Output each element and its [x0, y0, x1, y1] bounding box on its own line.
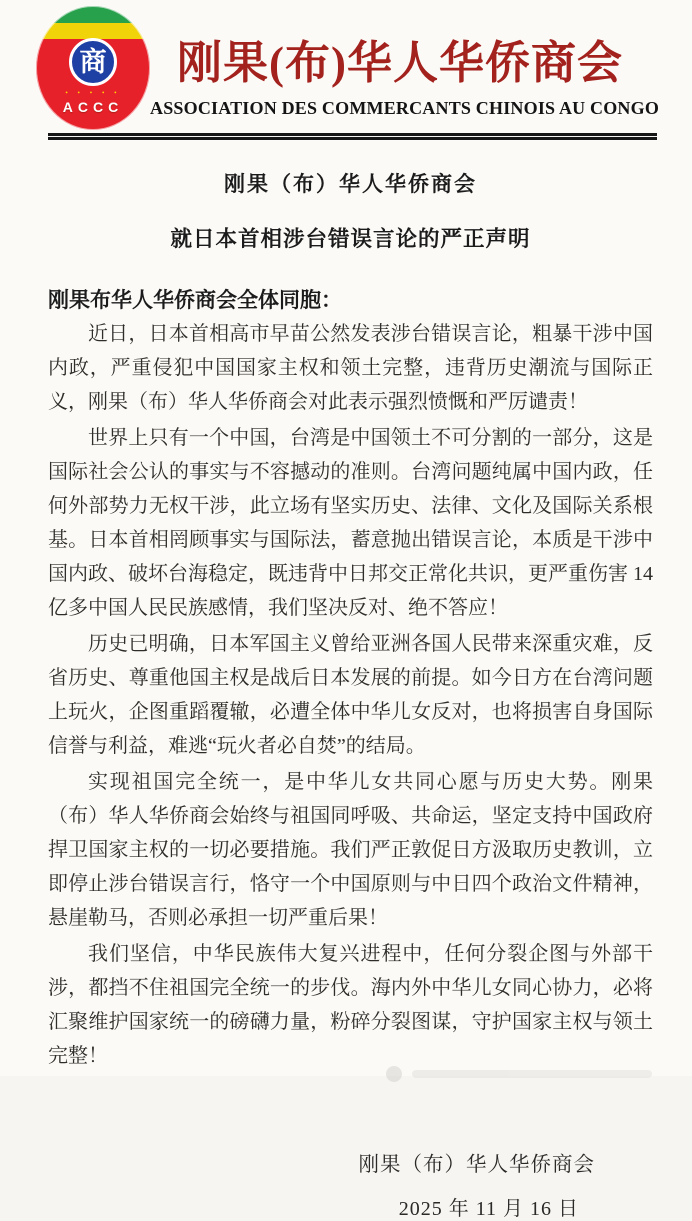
paragraph-2: 世界上只有一个中国，台湾是中国领土不可分割的一部分，这是国际社会公认的事实与不容撼动的准则。台湾问题纯属中国内政，任何外部势力无权干涉，此立场有坚实历史、法律、文化及国际关系根基。日本首相罔顾事实与国际法，蓄意抛出错误言论，本质是干涉中国内政、破坏台海稳定，既违背中日邦交正常化共识，更严重伤害 14 亿多中国人民民族感情，我们坚决反对、绝不答应！ [48, 427, 653, 619]
statement-title-line1: 刚果（布）华人华侨商会 [224, 172, 477, 196]
paragraph-4: 实现祖国完全统一，是中华儿女共同心愿与历史大势。刚果（布）华人华侨商会始终与祖国同呼吸、共命运，坚定支持中国政府捍卫国家主权的一切必要措施。我们严正敦促日方汲取历史教训，立即停止涉台错误言行，恪守一个中国原则与中日四个政治文件精神，悬崖勒马，否则必承担一切严重后果！ [48, 771, 653, 929]
paragraph-1: 近日，日本首相高市早苗公然发表涉台错误言论，粗暴干涉中国内政，严重侵犯中国国家主权和领土完整，违背历史潮流与国际正义，刚果（布）华人华侨商会对此表示强烈愤慨和严厉谴责！ [48, 323, 653, 413]
statement-title-line2: 就日本首相涉台错误言论的严正声明 [170, 227, 531, 251]
signature-date: 2025 年 11 月 16 日 [398, 1198, 579, 1220]
org-name-chinese: 刚果(布)华人华侨商会 [177, 38, 623, 88]
org-name-french: ASSOCIATION DES COMMERCANTS CHINOIS AU CONGO [150, 98, 660, 118]
header-divider [48, 133, 657, 140]
signature-org-name: 刚果（布）华人华侨商会 [358, 1154, 595, 1176]
statement-body [48, 158, 653, 1221]
watermark-text-blur [412, 1070, 652, 1078]
cutoff-watermark [386, 1066, 652, 1082]
paragraph-3: 历史已明确，日本军国主义曾给亚洲各国人民带来深重灾难，反省历史、尊重他国主权是战后日本发展的前提。如今日方在台湾问题上玩火，企图重蹈覆辙，必遭全体中华儿女反对，也将损害自身国际信誉与利益，难逃“玩火者必自焚”的结局。 [48, 633, 653, 757]
salutation: 刚果布华人华侨商会全体同胞： [48, 288, 342, 312]
watermark-circle-icon [386, 1066, 402, 1082]
logo-stars-icon: • • • • • [65, 89, 121, 97]
logo-emblem-icon [69, 38, 117, 86]
logo-acronym: ACCC [62, 99, 124, 115]
accc-logo [36, 6, 150, 130]
logo-emblem-character: 商 [79, 46, 107, 77]
paragraph-5: 我们坚信，中华民族伟大复兴进程中，任何分裂企图与外部干涉，都挡不住祖国完全统一的步伐。海内外中华儿女同心协力，必将汇聚维护国家统一的磅礴力量，粉碎分裂图谋，守护国家主权与领土完整！ [48, 943, 653, 1067]
